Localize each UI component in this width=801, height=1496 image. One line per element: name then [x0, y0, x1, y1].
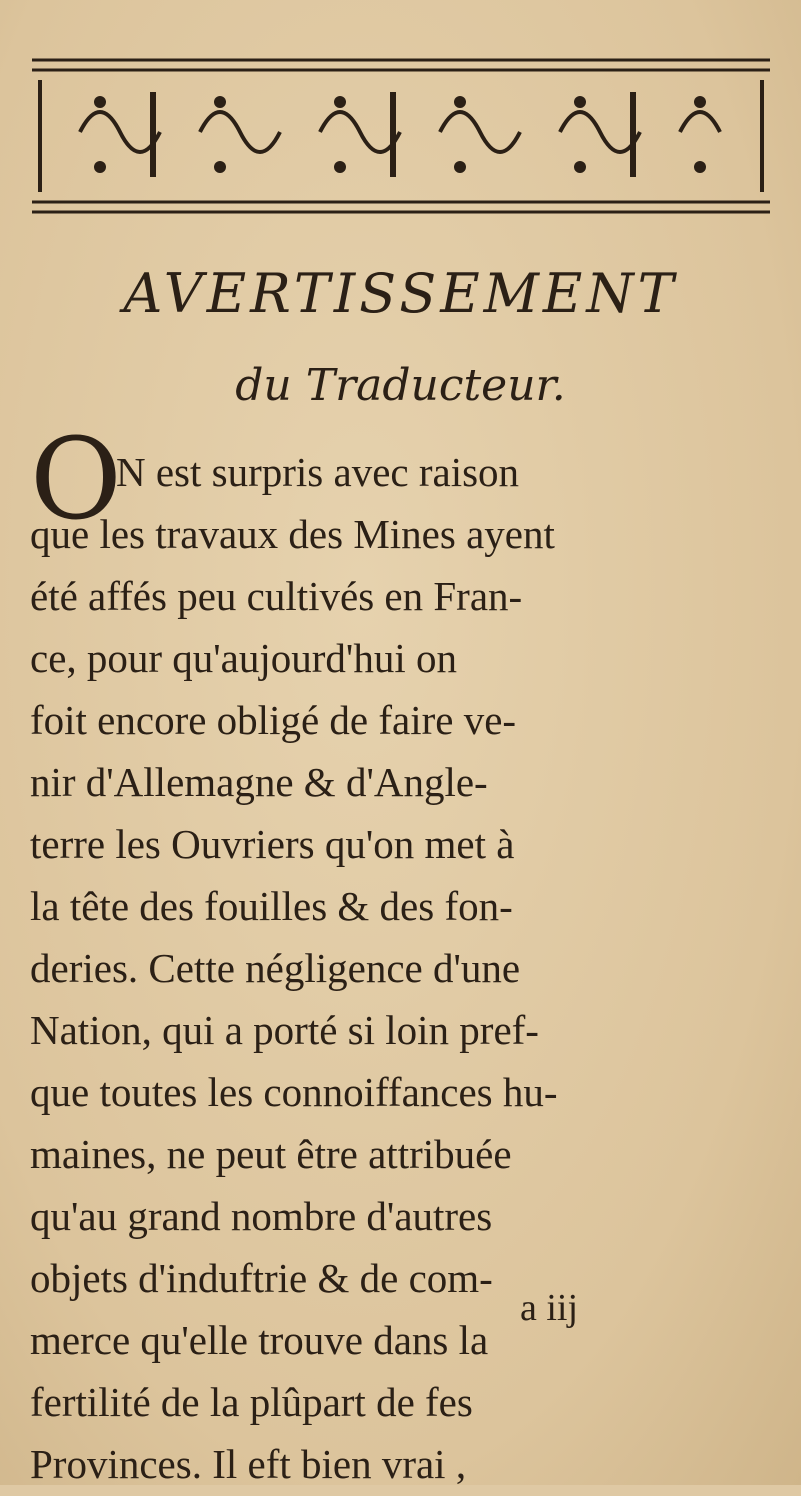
text-line: que les travaux des Mines ayent [30, 511, 555, 557]
text-line: merce qu'elle trouve dans la [30, 1317, 489, 1363]
text-line: Provinces. Il eft bien vrai , [30, 1441, 467, 1487]
drop-cap: O [30, 415, 122, 545]
page-subtitle: du Traducteur. [235, 360, 566, 411]
text-line: qu'au grand nombre d'autres [30, 1193, 493, 1239]
text-line: Nation, qui a porté si loin pref- [30, 1007, 539, 1053]
text-line: N est surpris avec raison [116, 449, 520, 495]
text-line: deries. Cette négligence d'une [30, 945, 521, 991]
text-line: fertilité de la plûpart de fes [30, 1379, 473, 1425]
text-line: que toutes les connoiffances hu- [30, 1069, 558, 1115]
text-line: ce, pour qu'aujourd'hui on [30, 635, 457, 681]
text-line: la tête des fouilles & des fon- [30, 883, 513, 929]
text-line: été affés peu cultivés en Fran- [30, 573, 523, 619]
signature-mark: a iij [520, 1287, 579, 1329]
text-line: foit encore obligé de faire ve- [30, 697, 517, 743]
text-line: nir d'Allemagne & d'Angle- [30, 759, 488, 805]
text-line: maines, ne peut être attribuée [30, 1131, 512, 1177]
page-title: AVERTISSEMENT [123, 262, 678, 325]
text-line: objets d'induftrie & de com- [30, 1255, 493, 1301]
decorative-headpiece [0, 52, 801, 222]
text-line: terre les Ouvriers qu'on met à [30, 821, 515, 867]
